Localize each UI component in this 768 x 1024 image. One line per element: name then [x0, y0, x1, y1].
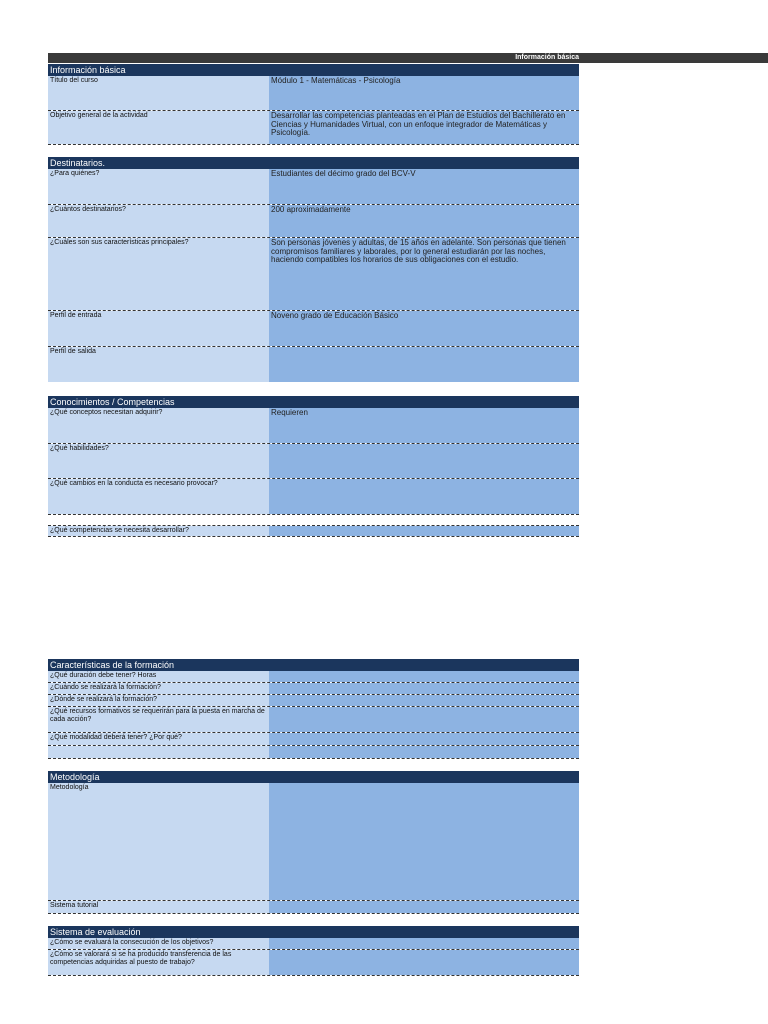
form-row	[48, 526, 579, 537]
row-label: ¿Cómo se valorará si se ha producido transferencia de las competencias adquiridas al puesto de trabajo?	[48, 950, 269, 975]
row-value[interactable]	[269, 938, 579, 949]
row-value[interactable]: Estudiantes del décimo grado del BCV-V	[269, 169, 579, 204]
form-row	[48, 408, 579, 444]
row-label: Metodología	[48, 783, 269, 900]
form-row	[48, 938, 579, 950]
section-conocimientos	[48, 396, 579, 537]
section-header: Destinatarios.	[48, 157, 579, 169]
top-header-title: Información básica	[515, 54, 579, 61]
row-value[interactable]	[269, 707, 579, 732]
section-header: Metodología	[48, 771, 579, 783]
row-label: ¿Qué habilidades?	[48, 444, 269, 478]
row-label: ¿Qué recursos formativos se requerirán para la puesta en marcha de cada acción?	[48, 707, 269, 732]
row-label: ¿Qué competencias se necesita desarrollar?	[48, 526, 269, 536]
row-label	[48, 746, 269, 758]
form-row	[48, 746, 579, 759]
row-label: ¿Cómo se evaluará la consecución de los objetivos?	[48, 938, 269, 949]
form-row	[48, 169, 579, 205]
row-value[interactable]: 200 aproximadamente	[269, 205, 579, 237]
form-row	[48, 515, 579, 526]
section-evaluacion	[48, 926, 579, 976]
row-label: ¿Qué cambios en la conducta es necesario provocar?	[48, 479, 269, 514]
form-row	[48, 76, 579, 111]
row-value[interactable]	[269, 746, 579, 758]
row-value[interactable]: Noveno grado de Educación Básico	[269, 311, 579, 346]
row-label: ¿Para quiénes?	[48, 169, 269, 204]
section-informacion-basica	[48, 64, 579, 145]
form-row	[48, 707, 579, 733]
row-label: ¿Qué duración debe tener? Horas	[48, 671, 269, 682]
row-value[interactable]: Módulo 1 - Matemáticas - Psicología	[269, 76, 579, 110]
row-label: ¿Qué conceptos necesitan adquirir?	[48, 408, 269, 443]
section-header: Información básica	[48, 64, 579, 76]
row-value[interactable]: Desarrollar las competencias planteadas en el Plan de Estudios del Bachillerato en Ciencias y Humanidades Virtual, con un enfoque integrador de Matemáticas y Psicología.	[269, 111, 579, 144]
form-row	[48, 733, 579, 746]
form-row	[48, 783, 579, 901]
form-row	[48, 205, 579, 238]
form-row	[48, 901, 579, 914]
row-value[interactable]	[269, 733, 579, 745]
row-spacer	[269, 515, 579, 525]
section-header: Conocimientos / Competencias	[48, 396, 579, 408]
row-value[interactable]	[269, 671, 579, 682]
row-label: Título del curso	[48, 76, 269, 110]
section-metodologia	[48, 771, 579, 914]
row-value[interactable]	[269, 783, 579, 900]
form-row	[48, 950, 579, 976]
row-spacer	[48, 515, 269, 525]
row-label: Perfil de entrada	[48, 311, 269, 346]
row-label: ¿Cuándo se realizará la formación?	[48, 683, 269, 694]
row-value[interactable]	[269, 901, 579, 913]
row-value[interactable]: Son personas jóvenes y adultas, de 15 años en adelante. Son personas que tienen compromisos familiares y laborales, por lo general estudiarán por las noches, haciendo compatibles los horarios de sus obligaciones con el estudio.	[269, 238, 579, 310]
form-row	[48, 238, 579, 311]
row-value[interactable]	[269, 683, 579, 694]
row-label: Sistema tutorial	[48, 901, 269, 913]
row-value[interactable]	[269, 526, 579, 536]
row-label: ¿Cuáles son sus características principales?	[48, 238, 269, 310]
row-value[interactable]	[269, 444, 579, 478]
row-label: ¿Qué modalidad deberá tener? ¿Por qué?	[48, 733, 269, 745]
top-header-bar	[48, 53, 768, 63]
section-header: Características de la formación	[48, 659, 579, 671]
form-row	[48, 347, 579, 382]
section-caracteristicas	[48, 659, 579, 759]
form-row	[48, 311, 579, 347]
row-value[interactable]: Requieren	[269, 408, 579, 443]
form-row	[48, 671, 579, 683]
row-label: Perfil de salida	[48, 347, 269, 382]
row-value[interactable]	[269, 695, 579, 706]
form-row	[48, 444, 579, 479]
row-value[interactable]	[269, 347, 579, 382]
form-row	[48, 683, 579, 695]
form-row	[48, 111, 579, 145]
row-value[interactable]	[269, 479, 579, 514]
form-row	[48, 479, 579, 515]
row-value[interactable]	[269, 950, 579, 975]
form-row	[48, 695, 579, 707]
section-header: Sistema de evaluación	[48, 926, 579, 938]
row-label: Objetivo general de la actividad	[48, 111, 269, 144]
row-label: ¿Dónde se realizará la formación?	[48, 695, 269, 706]
section-destinatarios	[48, 157, 579, 382]
row-label: ¿Cuántos destinatarios?	[48, 205, 269, 237]
